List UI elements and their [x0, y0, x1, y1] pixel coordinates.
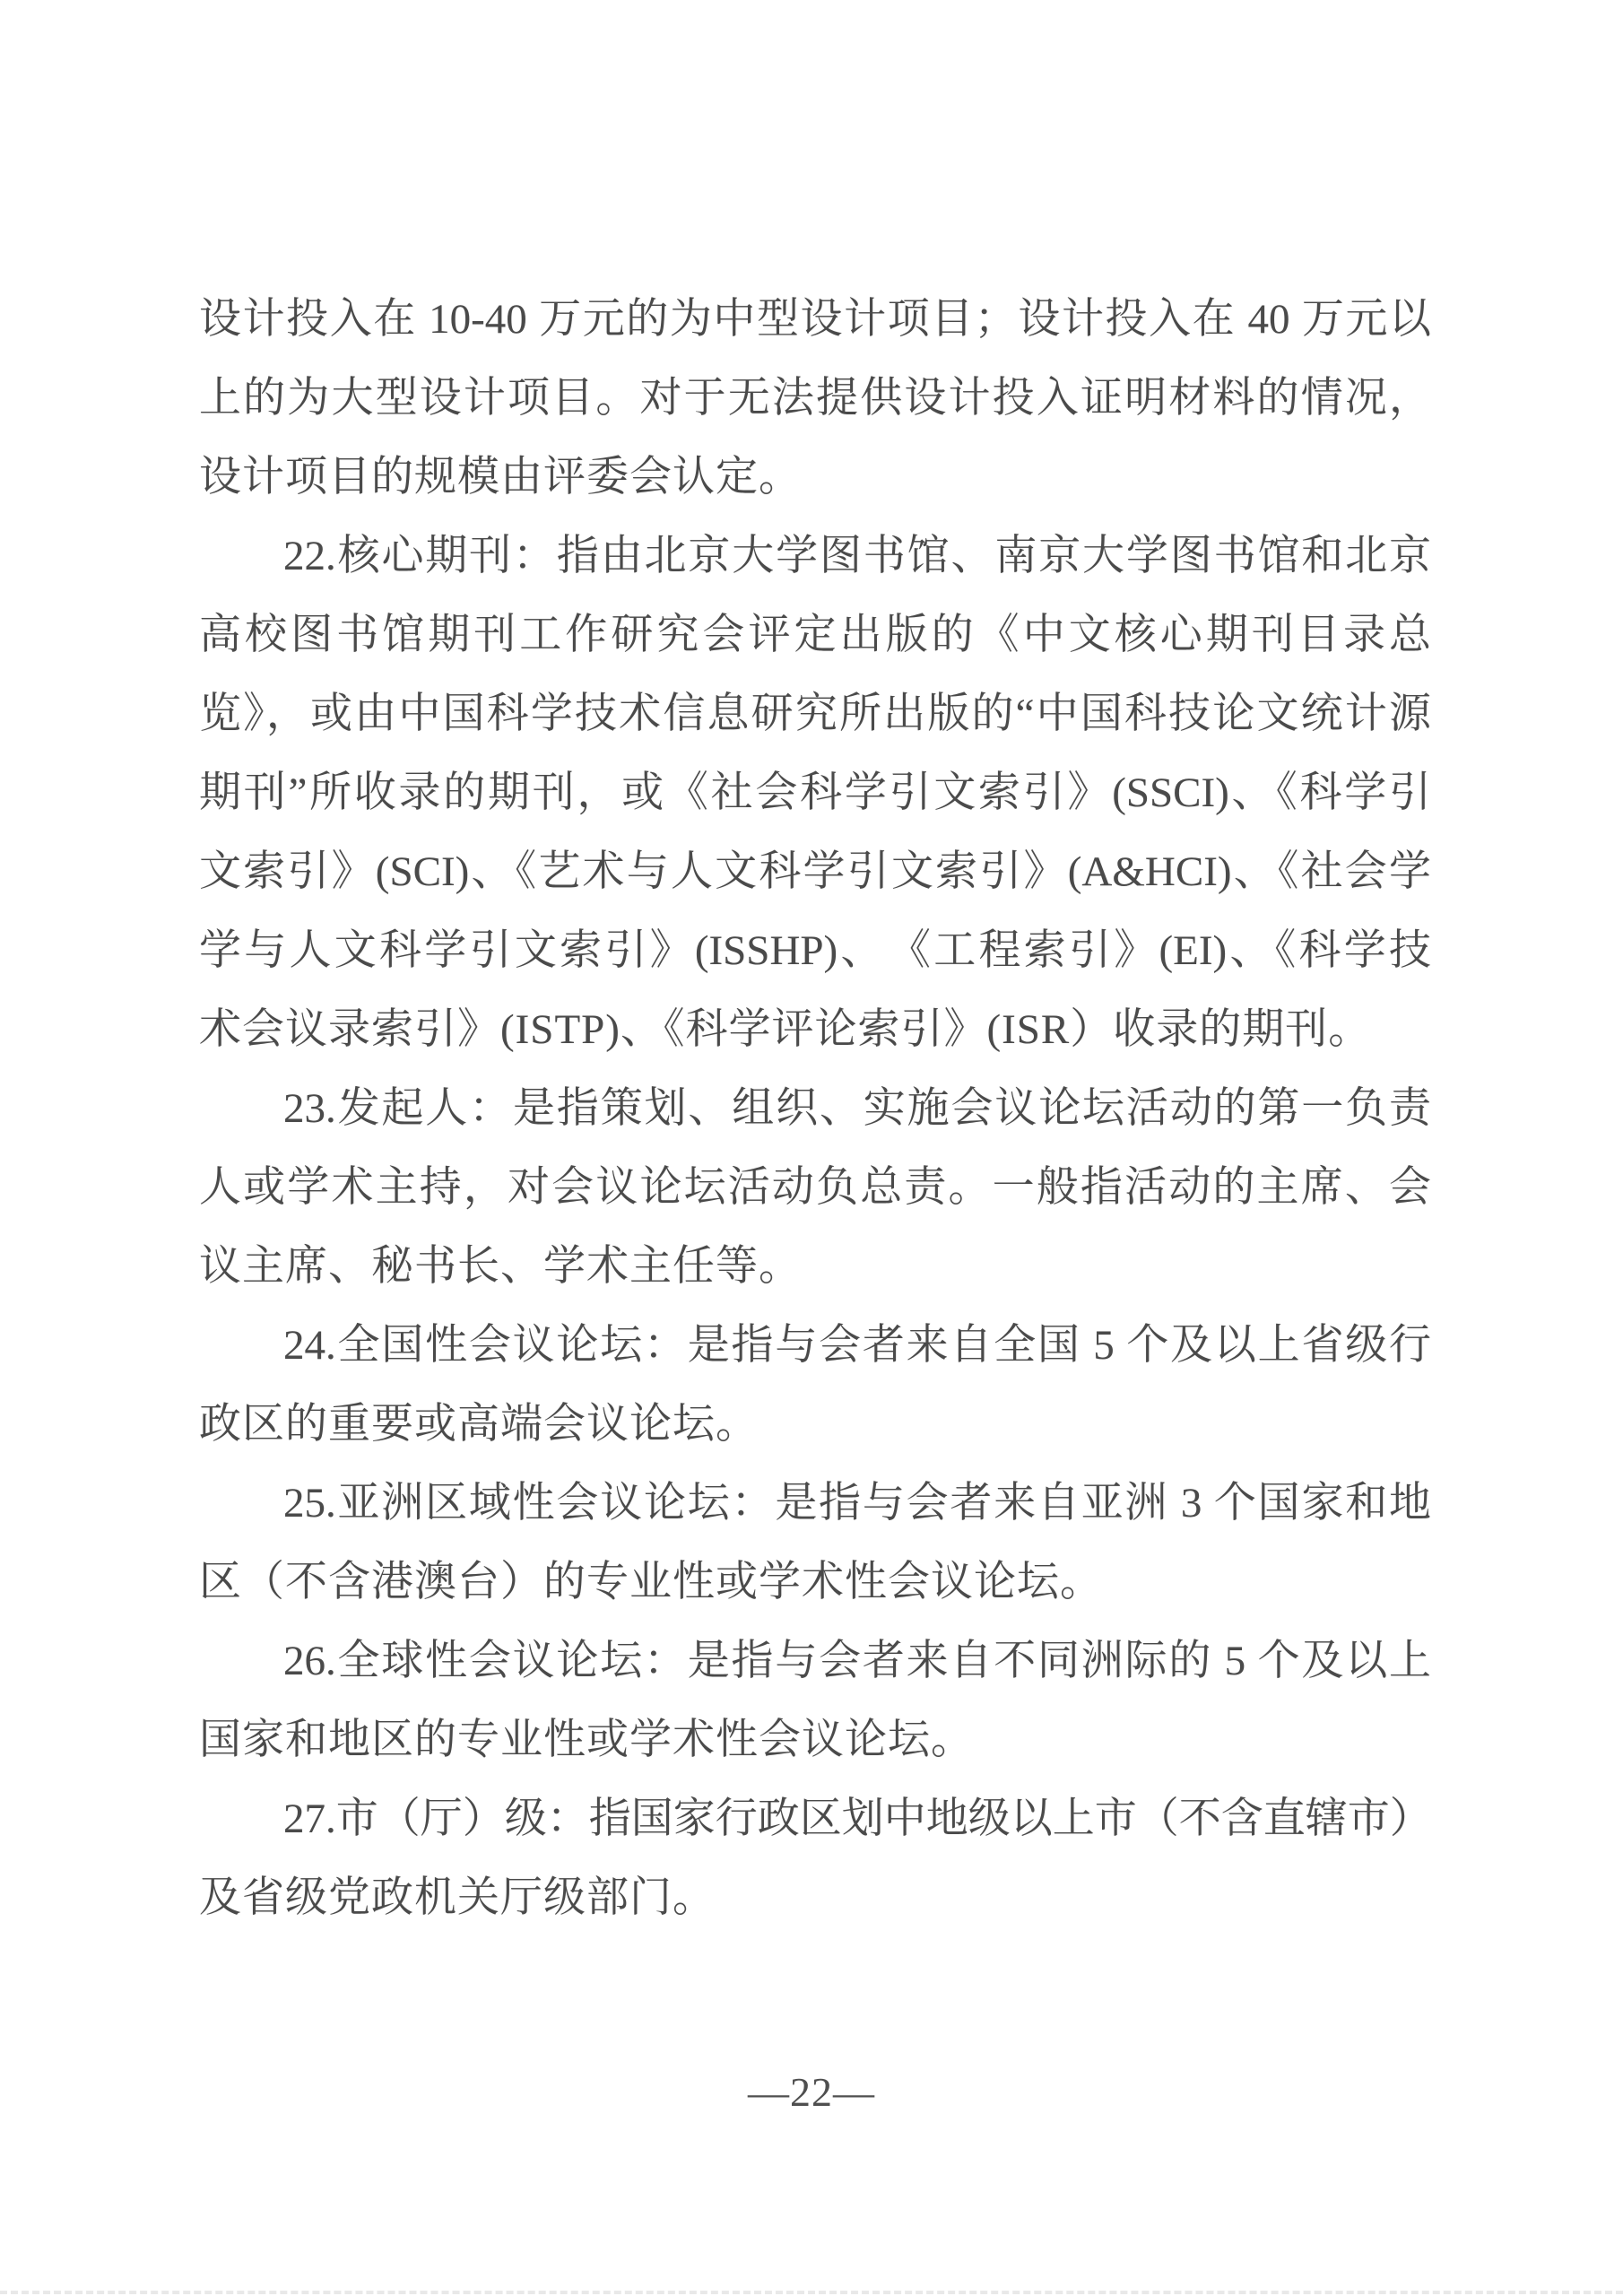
text-line: 国家和地区的专业性或学术性会议论坛。	[199, 1717, 974, 1763]
text-line: 政区的重要或高端会议论坛。	[199, 1401, 759, 1448]
text-line: 区（不含港澳台）的专业性或学术性会议论坛。	[199, 1559, 1103, 1605]
text-line: 23.发起人：是指策划、组织、实施会议论坛活动的第一负责	[283, 1085, 1431, 1132]
text-line: 期刊”所收录的期刊，或《社会科学引文索引》(SSCI)、《科学引	[199, 770, 1431, 816]
text-line: 22.核心期刊：指由北京大学图书馆、南京大学图书馆和北京	[283, 533, 1431, 579]
text-line: 设计项目的规模由评委会认定。	[199, 454, 802, 500]
text-line: 设计投入在 10-40 万元的为中型设计项目；设计投入在 40 万元以	[199, 296, 1431, 343]
text-line: 术会议录索引》(ISTP)、《科学评论索引》(ISR）收录的期刊。	[199, 1006, 1372, 1053]
text-line: 上的为大型设计项目。对于无法提供设计投入证明材料的情况，	[199, 375, 1431, 422]
text-line: 人或学术主持，对会议论坛活动负总责。一般指活动的主席、会	[199, 1164, 1431, 1211]
page-text	[199, 280, 1431, 1937]
text-line: 高校图书馆期刊工作研究会评定出版的《中文核心期刊目录总	[199, 612, 1431, 658]
text-line: 览》，或由中国科学技术信息研究所出版的“中国科技论文统计源	[199, 691, 1431, 737]
page-number: —22—	[748, 2069, 875, 2115]
text-line: 25.亚洲区域性会议论坛：是指与会者来自亚洲 3 个国家和地	[283, 1480, 1431, 1526]
text-line: 文索引》(SCI)、《艺术与人文科学引文索引》(A&HCI)、《社会学	[199, 848, 1431, 895]
text-line: 27.市（厅）级：指国家行政区划中地级以上市（不含直辖市）	[283, 1796, 1432, 1842]
text-line: 26.全球性会议论坛：是指与会者来自不同洲际的 5 个及以上	[283, 1638, 1431, 1684]
scan-edge-artifact	[0, 2291, 1623, 2294]
text-line: 学与人文科学引文索引》(ISSHP)、 《工程索引》(EI)、《科学技	[199, 927, 1431, 974]
text-line: 及省级党政机关厅级部门。	[199, 1874, 716, 1921]
text-line: 议主席、秘书长、学术主任等。	[199, 1243, 802, 1290]
text-line: 24.全国性会议论坛：是指与会者来自全国 5 个及以上省级行	[283, 1322, 1431, 1369]
